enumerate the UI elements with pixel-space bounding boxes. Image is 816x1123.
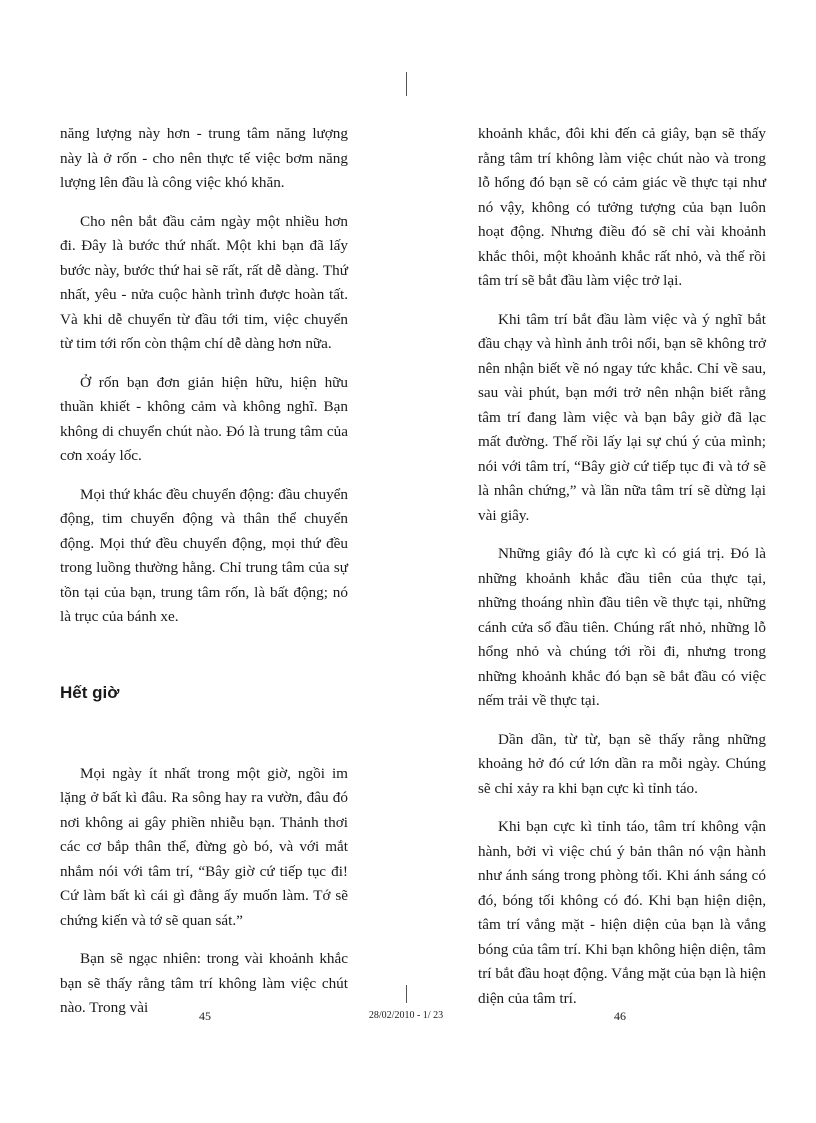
paragraph: Mọi ngày ít nhất trong một giờ, ngồi im lặng ở bất kì đâu. Ra sông hay ra vườn, đâu đó nơi không ai gây phiền nhiễu bạn. Thảnh thơi các cơ bắp thân thể, đừng gò bó, và với mắt nhắm nói với tâm trí, “Bây giờ cứ tiếp tục đi! Cứ làm bất kì cái gì đằng ấy muốn làm. Tớ sẽ chứng kiến và tớ sẽ quan sát.” — [60, 764, 348, 929]
section-heading: Hết giờ — [60, 682, 120, 702]
page-number-left: 45 — [199, 1009, 211, 1023]
footer-date: 28/02/2010 - 1/ 23 — [368, 1010, 444, 1021]
paragraph: khoảnh khắc, đôi khi đến cả giây, bạn sẽ thấy rằng tâm trí không làm việc chút nào và trong lỗ hổng đó bạn sẽ có cảm giác về thực tại như nó vậy, không có tưởng tượng của bạn luôn hoạt động. Nhưng điều đó sẽ chỉ vài khoảnh khắc thôi, một khoảnh khắc rất nhỏ, và thế rồi tâm trí sẽ bắt đầu làm việc trở lại. — [478, 125, 766, 289]
paragraph: Cho nên bắt đầu cảm ngày một nhiều hơn đi. Đây là bước thứ nhất. Một khi bạn đã lấy bước này, bước thứ hai sẽ rất, rất dễ dàng. Thứ nhất, yêu - nửa cuộc hành trình được hoàn tất. Và khi dễ chuyển từ đầu tới tim, việc chuyển từ tim tới rốn còn thậm chí dễ dàng hơn nữa. — [60, 212, 348, 352]
left-column — [60, 122, 348, 1035]
paragraph: Dần dần, từ từ, bạn sẽ thấy rằng những khoảng hở đó cứ lớn dần ra mỗi ngày. Chúng sẽ chỉ xảy ra khi bạn cực kì tỉnh táo. — [478, 730, 766, 797]
paragraph: Khi bạn cực kì tỉnh táo, tâm trí không vận hành, bởi vì việc chú ý bản thân nó vận hành như ánh sáng trong phòng tối. Khi ánh sáng có đó, bóng tối không có đó. Khi bạn hiện diện, tâm trí vắng mặt - hiện diện của bạn là vắng bóng của tâm trí. Khi bạn không hiện diện, tâm trí bắt đầu hoạt động. Vắng mặt của bạn là hiện diện của tâm trí. — [478, 818, 766, 1007]
paragraph: năng lượng này hơn - trung tâm năng lượng này là ở rốn - cho nên thực tế việc bơm năng lượng lên đầu là công việc khó khăn. — [60, 125, 348, 191]
center-divider-top — [406, 72, 407, 96]
paragraph: Khi tâm trí bắt đầu làm việc và ý nghĩ bắt đầu chạy và hình ảnh trôi nổi, bạn sẽ không trở nên nhận biết về nó ngay tức khắc. Chỉ về sau, sau vài phút, bạn mới trở nên nhận biết rằng tâm trí đang làm việc và bạn bây giờ đã lạc mất đường. Thế rồi lấy lại sự chú ý của mình; nói với tâm trí, “Bây giờ cứ tiếp tục đi và tớ sẽ là nhân chứng,” và lần nữa tâm trí sẽ dừng lại vài giây. — [478, 310, 766, 524]
paragraph: Ở rốn bạn đơn giản hiện hữu, hiện hữu thuần khiết - không cảm và không nghĩ. Bạn không di chuyển chút nào. Đó là trung tâm của cơn xoáy lốc. — [60, 373, 348, 464]
paragraph: Mọi thứ khác đều chuyển động: đầu chuyển động, tim chuyển động và thân thể chuyển động. Mọi thứ đều chuyển động, mọi thứ đều trong luồng thường hằng. Chỉ trung tâm của sự tồn tại của bạn, trung tâm rốn, là bất động; nó là trục của bánh xe. — [60, 485, 348, 625]
paragraph: Những giây đó là cực kì có giá trị. Đó là những khoảnh khắc đầu tiên của thực tại, những thoáng nhìn đầu tiên về thực tại, những cánh cửa sổ đầu tiên. Chúng rất nhỏ, những lỗ hổng nhỏ và chúng tới rồi đi, nhưng trong những khoảnh khắc đó bạn sẽ bắt đầu có việc nếm trải về thực tại. — [478, 545, 766, 709]
paragraph: Bạn sẽ ngạc nhiên: trong vài khoảnh khắc bạn sẽ thấy rằng tâm trí không làm việc chút nào. Trong vài — [60, 950, 348, 1016]
right-column — [478, 122, 766, 1025]
center-divider-bottom — [406, 985, 407, 1003]
page-number-right: 46 — [614, 1009, 626, 1023]
